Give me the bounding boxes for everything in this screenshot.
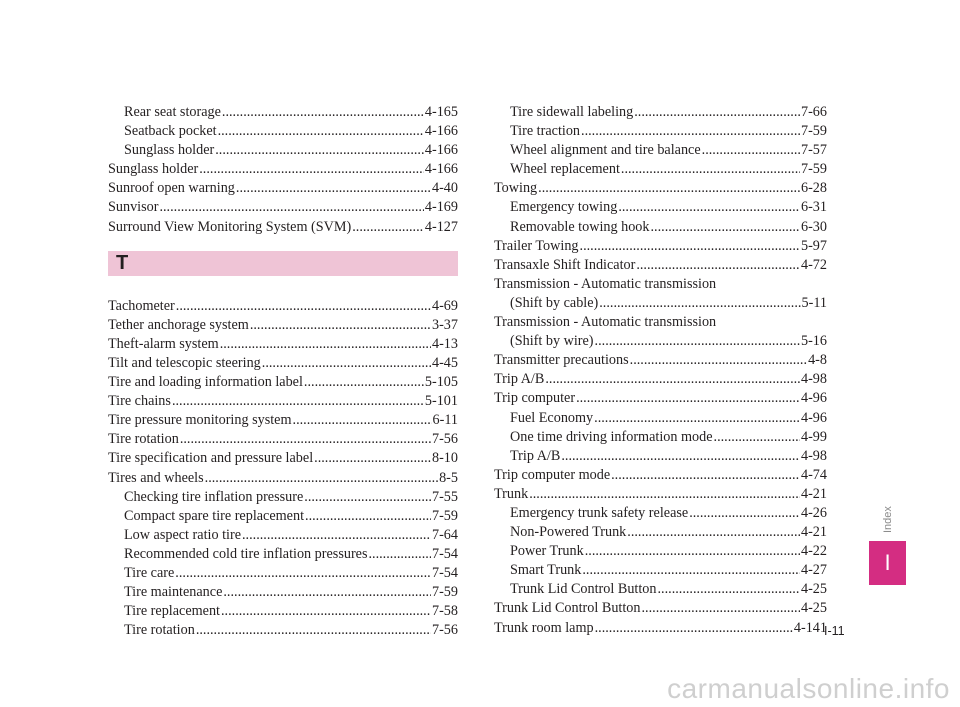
section-letter: T <box>116 251 129 274</box>
dot-leader <box>250 316 431 335</box>
index-subentry[interactable] <box>494 122 827 141</box>
index-subentry[interactable] <box>494 198 827 217</box>
index-subentry[interactable] <box>108 488 458 507</box>
index-entry[interactable] <box>494 294 827 313</box>
side-index-tab <box>869 541 906 585</box>
dot-leader <box>242 526 431 545</box>
index-entry-page: 4-166 <box>424 142 458 159</box>
index-entry-page: 4-40 <box>431 180 458 197</box>
dot-leader <box>651 218 800 237</box>
index-entry-label: Tire rotation <box>108 431 179 448</box>
index-entry-page: 5-97 <box>800 237 827 254</box>
index-entry-page: 4-25 <box>800 581 827 598</box>
index-entry-page: 8-5 <box>439 469 458 486</box>
index-entry-label: Trip computer mode <box>494 466 611 483</box>
index-entry-label: Trip A/B <box>494 371 545 388</box>
index-entry-page: 7-59 <box>431 507 458 524</box>
index-entry-label: Tires and wheels <box>108 469 204 486</box>
index-entry-label: Smart Trunk <box>510 562 582 579</box>
index-entry-label: Tire traction <box>510 123 581 140</box>
index-entry[interactable] <box>108 179 458 198</box>
index-entry-label: Tire and loading information label <box>108 374 303 391</box>
index-entry-label: Trip A/B <box>510 447 561 464</box>
index-subentry[interactable] <box>494 561 827 580</box>
index-entry-label: Tire care <box>124 564 175 581</box>
index-entry[interactable] <box>108 373 458 392</box>
page-number: I-11 <box>824 624 845 638</box>
dot-leader <box>636 256 800 275</box>
dot-leader <box>368 545 431 564</box>
index-entry-label: Non-Powered Trunk <box>510 524 627 541</box>
dot-leader <box>595 619 793 638</box>
index-entry[interactable] <box>108 160 458 179</box>
index-entry-label: Checking tire inflation pressure <box>124 488 304 505</box>
index-entry-page: 4-27 <box>800 562 827 579</box>
index-entry-label: Recommended cold tire inflation pressures <box>124 545 368 562</box>
dot-leader <box>545 370 800 389</box>
dot-leader <box>218 122 424 141</box>
index-entry-label: Trunk Lid Control Button <box>494 600 641 617</box>
index-entry[interactable] <box>108 392 458 411</box>
index-subentry[interactable] <box>494 428 827 447</box>
index-entry-label: Sunglass holder <box>124 142 215 159</box>
index-entry-page: 4-98 <box>800 371 827 388</box>
index-left-column <box>108 103 458 640</box>
index-entry-label: Fuel Economy <box>510 409 594 426</box>
side-index-label: Index <box>882 506 894 534</box>
index-subentry[interactable] <box>494 580 827 599</box>
index-subentry[interactable] <box>108 103 458 122</box>
index-entry[interactable] <box>494 619 827 638</box>
dot-leader <box>714 428 800 447</box>
index-entry[interactable] <box>108 354 458 373</box>
index-entry-label: Rear seat storage <box>124 104 221 120</box>
index-entry[interactable] <box>108 469 458 488</box>
dot-leader <box>215 141 424 160</box>
index-entry-label: Towing <box>494 180 538 197</box>
index-entry[interactable] <box>494 599 827 618</box>
index-entry-page: 7-59 <box>800 161 827 178</box>
index-entry-page: 4-25 <box>800 600 827 617</box>
index-entry[interactable] <box>494 237 827 256</box>
dot-leader <box>538 179 800 198</box>
index-entry-page: 5-101 <box>424 393 458 410</box>
dot-leader <box>634 103 800 122</box>
index-entry-label: Sunvisor <box>108 199 159 216</box>
index-entry[interactable] <box>494 370 827 389</box>
index-subentry[interactable] <box>108 564 458 583</box>
index-entries-t <box>108 297 458 641</box>
index-entry-label: Tachometer <box>108 297 175 314</box>
index-entry-page: 4-21 <box>800 485 827 502</box>
dot-leader <box>199 160 424 179</box>
index-entry-label: (Shift by cable) <box>510 294 599 311</box>
index-entry-label: Trunk Lid Control Button <box>510 581 657 598</box>
dot-leader <box>529 485 800 504</box>
index-entry-page: 4-45 <box>431 354 458 371</box>
index-entry-label: Theft-alarm system <box>108 335 219 352</box>
index-subentry[interactable] <box>494 542 827 561</box>
index-subentry[interactable] <box>494 218 827 237</box>
index-subentry[interactable] <box>108 602 458 621</box>
index-entry-page: 4-96 <box>800 409 827 426</box>
index-entry-label: Tire specification and pressure label <box>108 450 314 467</box>
dot-leader <box>702 141 800 160</box>
index-entry-label: Tire rotation <box>124 622 195 639</box>
index-subentry[interactable] <box>108 545 458 564</box>
index-entry-page: 7-56 <box>431 431 458 448</box>
index-entry-page: 4-22 <box>800 543 827 560</box>
dot-leader <box>580 237 800 256</box>
dot-leader <box>262 354 431 373</box>
index-entries-t-continued <box>494 103 827 638</box>
index-entry-page: 7-66 <box>800 104 827 120</box>
watermark: carmanualsonline.info <box>667 673 950 704</box>
index-entry-label: (Shift by wire) <box>510 333 594 350</box>
index-entry[interactable] <box>108 316 458 335</box>
index-entry-page: 4-99 <box>800 428 827 445</box>
index-entry[interactable] <box>494 256 827 275</box>
dot-leader <box>222 103 424 122</box>
dot-leader <box>159 198 423 217</box>
index-entry[interactable] <box>494 466 827 485</box>
index-entry-label: One time driving information mode <box>510 428 713 445</box>
index-entry[interactable] <box>108 430 458 449</box>
dot-leader <box>172 392 424 411</box>
index-entry-page: 7-58 <box>431 603 458 620</box>
index-entry-page: 4-98 <box>800 447 827 464</box>
index-entry-label: Power Trunk <box>510 543 584 560</box>
index-entry-page: 6-28 <box>800 180 827 197</box>
index-entry-page: 4-13 <box>431 335 458 352</box>
index-entry[interactable] <box>108 449 458 468</box>
dot-leader <box>561 447 800 466</box>
dot-leader <box>205 469 438 488</box>
index-entry-page: 5-105 <box>424 374 458 391</box>
dot-leader <box>618 198 800 217</box>
index-entry-label: Compact spare tire replacement <box>124 507 305 524</box>
index-entry-label: Trunk <box>494 485 529 502</box>
index-entry-page: 3-37 <box>431 316 458 333</box>
dot-leader <box>599 294 800 313</box>
index-entry-page: 4-127 <box>424 218 458 235</box>
dot-leader <box>621 160 800 179</box>
index-entry-page: 4-21 <box>800 524 827 541</box>
dot-leader <box>658 580 800 599</box>
dot-leader <box>180 430 431 449</box>
index-entry-label: Seatback pocket <box>124 123 217 140</box>
index-entry-page: 5-16 <box>800 333 827 350</box>
index-entry-label: Transmitter precautions <box>494 352 629 369</box>
dot-leader <box>314 449 431 468</box>
index-entry-label: Trip computer <box>494 390 576 407</box>
index-entry-heading: Transmission - Automatic transmission <box>494 314 717 331</box>
index-entry-label: Emergency towing <box>510 199 618 216</box>
dot-leader <box>576 389 800 408</box>
index-entry[interactable] <box>494 332 827 351</box>
dot-leader <box>611 466 800 485</box>
index-entry[interactable] <box>494 485 827 504</box>
index-subentry[interactable] <box>108 621 458 640</box>
dot-leader <box>220 335 431 354</box>
index-entry-page: 4-141 <box>793 619 827 636</box>
index-subentry[interactable] <box>494 409 827 428</box>
index-entry-label: Removable towing hook <box>510 218 650 235</box>
index-entry-page: 4-165 <box>424 104 458 120</box>
dot-leader <box>630 351 807 370</box>
index-entry[interactable] <box>108 411 458 430</box>
index-entry-page: 4-96 <box>800 390 827 407</box>
index-entry-page: 7-57 <box>800 142 827 159</box>
index-entry-page: 4-166 <box>424 123 458 140</box>
dot-leader <box>582 561 800 580</box>
index-subentry[interactable] <box>108 507 458 526</box>
index-entry-page: 4-72 <box>800 256 827 273</box>
index-entry-page: 4-69 <box>431 297 458 314</box>
index-entry-page: 7-59 <box>800 123 827 140</box>
index-entry-label: Sunglass holder <box>108 161 199 178</box>
index-entry-label: Tire chains <box>108 393 171 410</box>
index-entry-label: Tire replacement <box>124 603 220 620</box>
index-entry-label: Tire pressure monitoring system <box>108 412 292 429</box>
index-subentry[interactable] <box>494 523 827 542</box>
dot-leader <box>223 583 431 602</box>
index-entry-label: Wheel replacement <box>510 161 620 178</box>
index-subentry[interactable] <box>108 583 458 602</box>
index-entry-page: 7-54 <box>431 564 458 581</box>
dot-leader <box>196 621 431 640</box>
index-entry-page: 7-55 <box>431 488 458 505</box>
dot-leader <box>176 297 431 316</box>
dot-leader <box>581 122 800 141</box>
index-subentry[interactable] <box>494 160 827 179</box>
index-entry-label: Sunroof open warning <box>108 180 235 197</box>
index-entry[interactable] <box>494 179 827 198</box>
index-subentry[interactable] <box>494 103 827 122</box>
dot-leader <box>304 373 424 392</box>
index-entry[interactable] <box>108 297 458 316</box>
dot-leader <box>304 488 431 507</box>
index-entry-heading: Transmission - Automatic transmission <box>494 275 717 292</box>
index-entry-page: 4-74 <box>800 466 827 483</box>
dot-leader <box>595 332 800 351</box>
index-subentry[interactable] <box>494 504 827 523</box>
index-subentry[interactable] <box>108 526 458 545</box>
index-entry-label: Trunk room lamp <box>494 619 594 636</box>
index-entry-label: Tilt and telescopic steering <box>108 354 261 371</box>
index-subentry[interactable] <box>494 447 827 466</box>
index-entry-page: 5-11 <box>801 294 827 311</box>
index-entry-label: Surround View Monitoring System (SVM) <box>108 218 352 235</box>
index-entry-page: 7-59 <box>431 584 458 601</box>
dot-leader <box>221 602 431 621</box>
dot-leader <box>293 411 432 430</box>
index-entry-page: 4-8 <box>808 352 827 369</box>
index-entry[interactable] <box>494 351 827 370</box>
dot-leader <box>352 218 424 237</box>
dot-leader <box>689 504 800 523</box>
dot-leader <box>585 542 800 561</box>
index-entry-page: 4-26 <box>800 504 827 521</box>
index-entry-page: 8-10 <box>431 450 458 467</box>
index-entry[interactable] <box>494 389 827 408</box>
index-right-column <box>494 103 827 638</box>
index-entry-label: Emergency trunk safety release <box>510 504 689 521</box>
index-entries-s <box>108 103 458 237</box>
dot-leader <box>594 409 800 428</box>
index-entry[interactable] <box>108 335 458 354</box>
index-entry-label: Wheel alignment and tire balance <box>510 142 701 159</box>
index-entry-page: 6-30 <box>800 218 827 235</box>
dot-leader <box>627 523 800 542</box>
index-entry-label: Tire maintenance <box>124 584 223 601</box>
index-entry-page: 4-169 <box>424 199 458 216</box>
index-entry-page: 4-166 <box>424 161 458 178</box>
index-entry-page: 7-54 <box>431 545 458 562</box>
dot-leader <box>236 179 431 198</box>
index-entry-page: 7-64 <box>431 526 458 543</box>
index-subentry[interactable] <box>108 122 458 141</box>
index-subentry[interactable] <box>494 141 827 160</box>
index-entry-label: Tether anchorage system <box>108 316 249 333</box>
index-entry[interactable] <box>108 218 458 237</box>
dot-leader <box>305 507 431 526</box>
section-header-t <box>108 251 458 276</box>
dot-leader <box>642 599 800 618</box>
index-entry[interactable] <box>108 198 458 217</box>
index-entry-label: Low aspect ratio tire <box>124 526 241 543</box>
dot-leader <box>175 564 431 583</box>
side-tab-letter: I <box>884 550 891 575</box>
index-entry-page: 6-11 <box>432 412 458 429</box>
index-entry-label: Tire sidewall labeling <box>510 104 634 120</box>
index-subentry[interactable] <box>108 141 458 160</box>
index-entry-page: 6-31 <box>800 199 827 216</box>
index-entry-label: Trailer Towing <box>494 237 579 254</box>
index-entry-label: Transaxle Shift Indicator <box>494 256 636 273</box>
index-entry-page: 7-56 <box>431 622 458 639</box>
